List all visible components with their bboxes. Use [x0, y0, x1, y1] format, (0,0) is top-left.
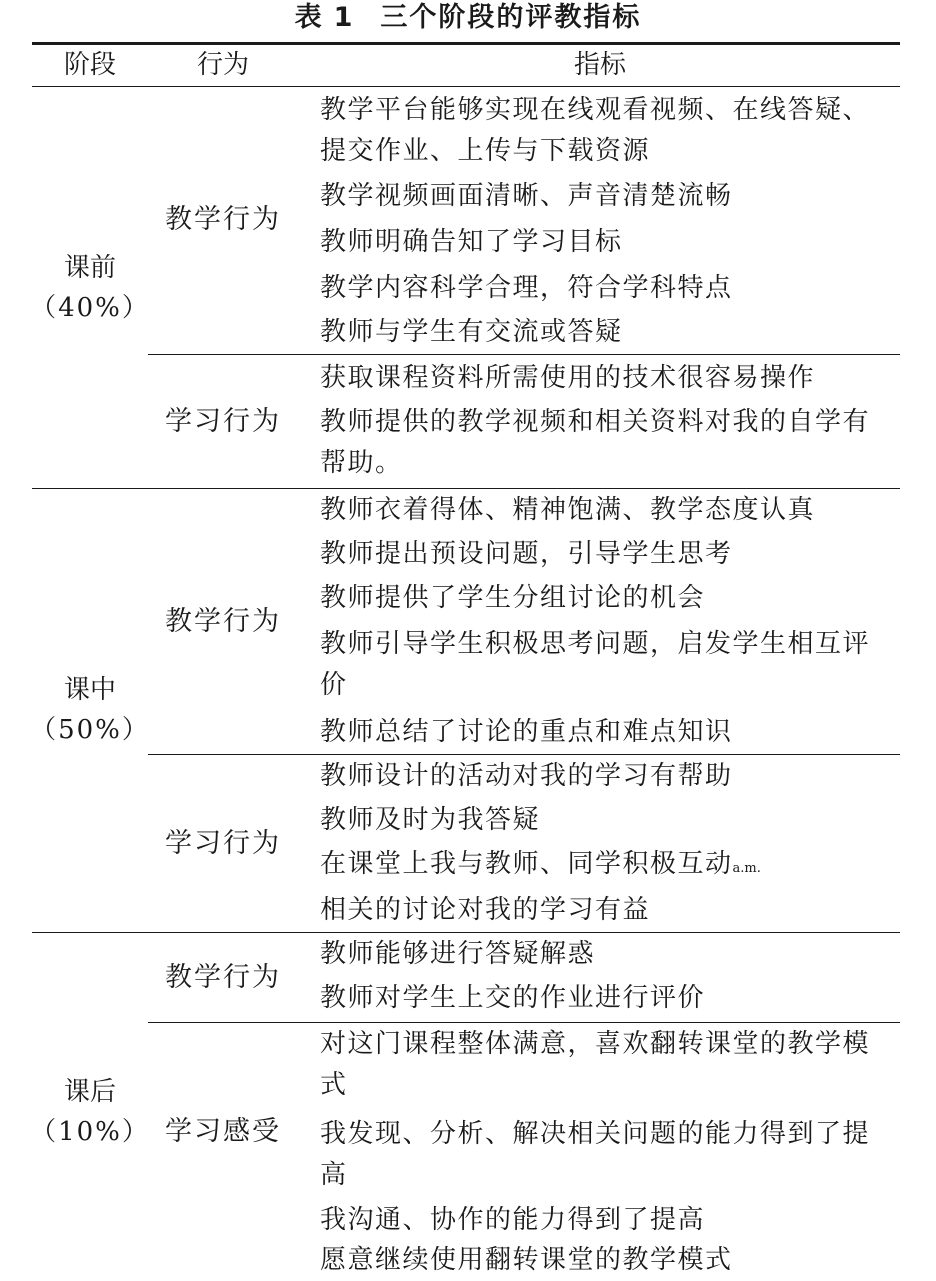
indicator-item: 教师能够进行答疑解惑: [320, 939, 596, 969]
table-label: 表: [294, 2, 324, 33]
indicator-item: 教师提供了学生分组讨论的机会: [320, 583, 706, 613]
group-rule: [148, 354, 900, 355]
table-title: [0, 0, 936, 36]
behavior-label: 教学行为: [165, 962, 281, 993]
indicator-item: 教师提供的教学视频和相关资料对我的自学有帮助。: [320, 407, 871, 478]
indicator-item: 获取课程资料所需使用的技术很容易操作: [320, 363, 816, 393]
stage-name: 课中: [63, 675, 116, 705]
indicator-item: 教学平台能够实现在线观看视频、在线答疑、提交作业、上传与下载资源: [320, 95, 871, 166]
indicator-item: 教师设计的活动对我的学习有帮助: [320, 761, 733, 791]
group-rule: [148, 1022, 900, 1023]
stage-post-class: [30, 1072, 150, 1152]
behavior-label: 学习行为: [165, 828, 281, 859]
table-number: 1: [333, 2, 355, 33]
stage-rule: [32, 488, 900, 489]
indicator-item: 教师及时为我答疑: [320, 805, 541, 835]
indicator-item: 教学内容科学合理，符合学科特点: [320, 273, 733, 303]
indicator-item: 教师提出预设问题，引导学生思考: [320, 539, 733, 569]
table-caption: 三个阶段的评教指标: [380, 2, 642, 33]
indicator-item: 对这门课程整体满意，喜欢翻转课堂的教学模式: [320, 1029, 871, 1100]
behavior-label: 学习感受: [165, 1116, 281, 1147]
indicator-item: 我沟通、协作的能力得到了提高: [320, 1205, 706, 1235]
indicator-item: 愿意继续使用翻转课堂的教学模式: [320, 1245, 733, 1275]
stage-weight: （50%）: [30, 715, 150, 745]
indicator-item: 教学视频画面清晰、声音清楚流畅: [320, 181, 733, 211]
stage-weight: （40%）: [30, 293, 150, 323]
indicator-note: a.m.: [732, 861, 761, 876]
header-stage: 阶段: [63, 50, 116, 80]
indicator-item: 教师明确告知了学习目标: [320, 227, 623, 257]
indicator-item: 教师总结了讨论的重点和难点知识: [320, 717, 733, 747]
indicator-item: 教师与学生有交流或答疑: [320, 317, 623, 347]
header-behavior: 行为: [196, 50, 249, 80]
indicator-item: 教师衣着得体、精神饱满、教学态度认真: [320, 495, 816, 525]
stage-rule: [32, 932, 900, 933]
stage-in-class: [30, 670, 150, 750]
group-rule: [148, 754, 900, 755]
header-rule: [32, 86, 900, 87]
indicator-item: 教师引导学生积极思考问题，启发学生相互评价: [320, 629, 871, 700]
indicator-item: 相关的讨论对我的学习有益: [320, 895, 651, 925]
header-indicator: 指标: [573, 50, 626, 80]
behavior-label: 教学行为: [165, 204, 281, 235]
indicator-text: 在课堂上我与教师、同学积极互动: [320, 849, 733, 879]
stage-name: 课前: [63, 253, 116, 283]
indicator-item: [320, 844, 880, 889]
behavior-label: 教学行为: [165, 606, 281, 637]
stage-pre-class: [30, 248, 150, 328]
stage-weight: （10%）: [30, 1117, 150, 1147]
indicator-item: 教师对学生上交的作业进行评价: [320, 983, 706, 1013]
stage-name: 课后: [63, 1077, 116, 1107]
indicator-item: 我发现、分析、解决相关问题的能力得到了提高: [320, 1119, 871, 1190]
top-rule: [32, 42, 900, 45]
behavior-label: 学习行为: [165, 406, 281, 437]
